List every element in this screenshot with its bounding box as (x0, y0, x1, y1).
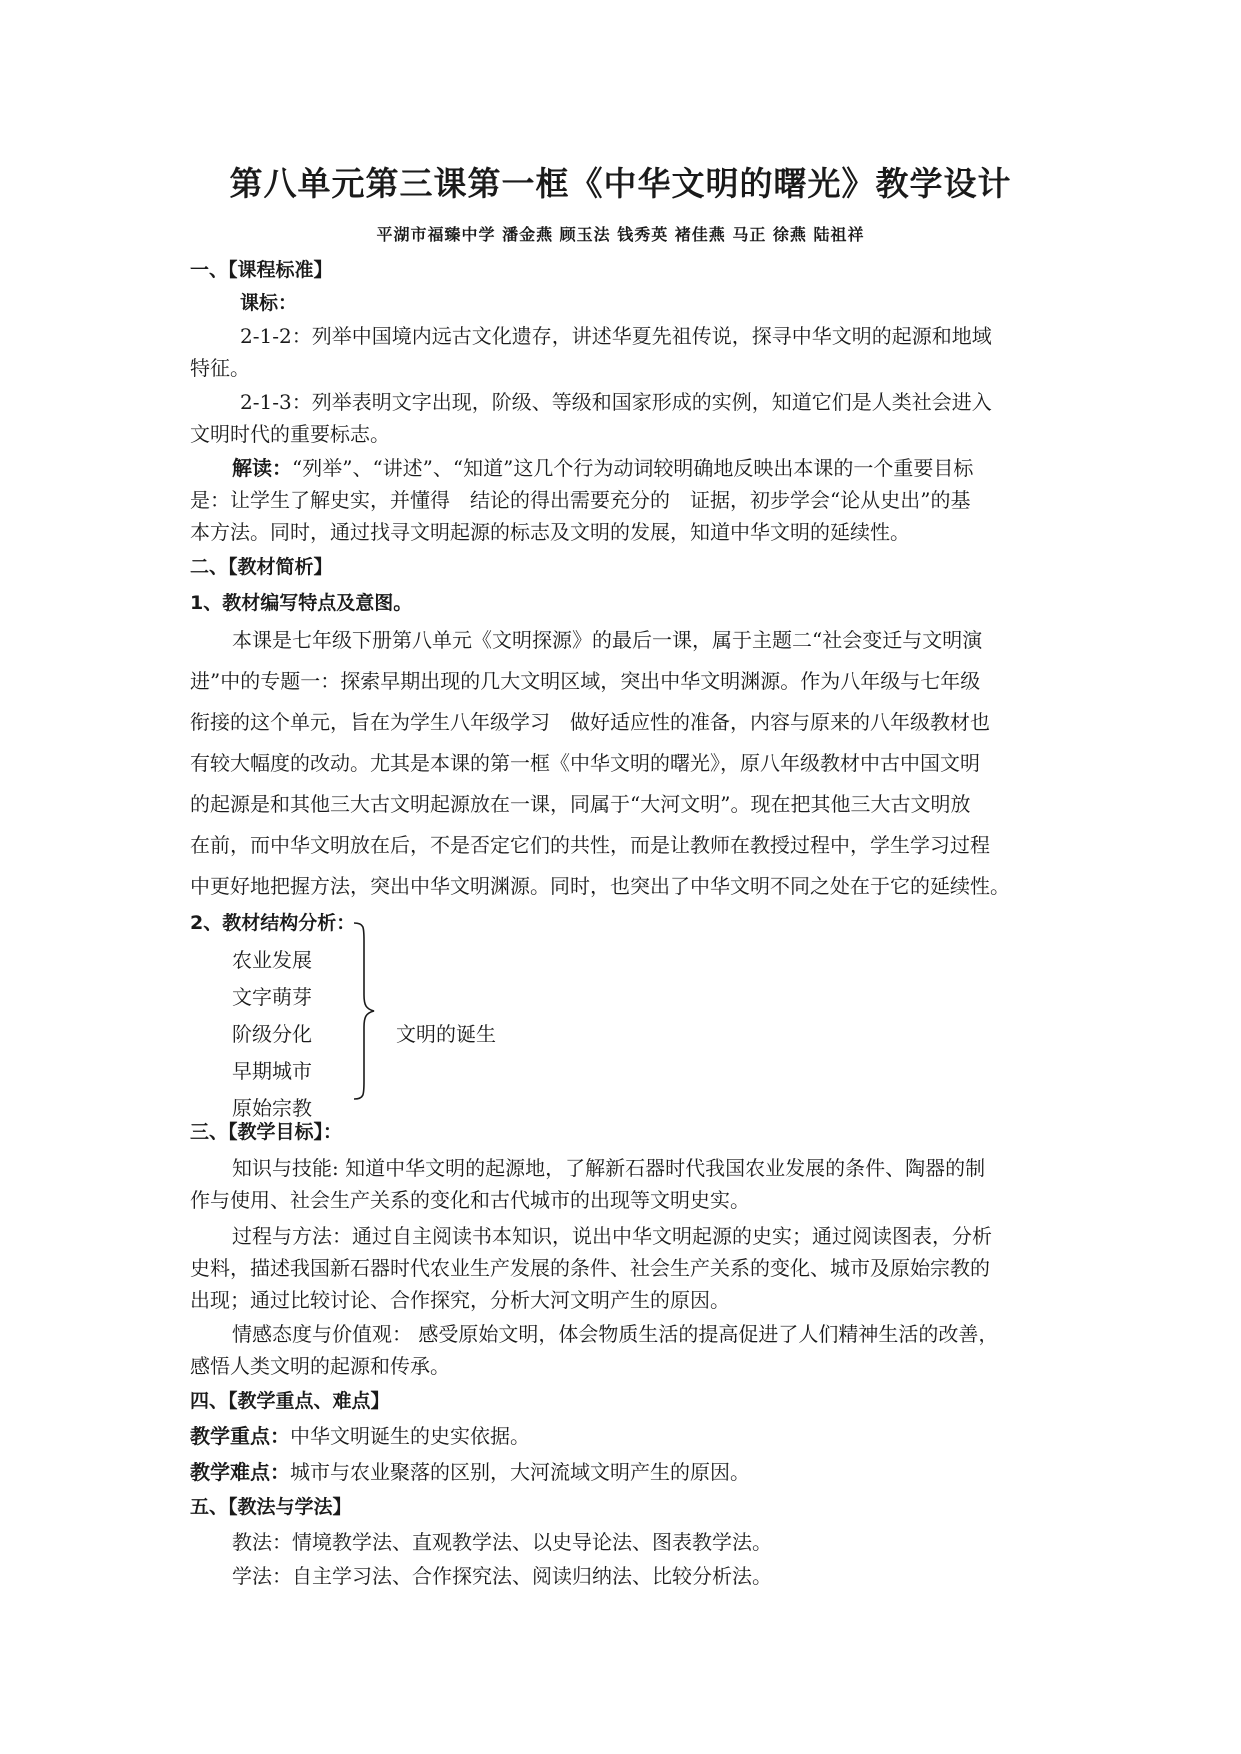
difficulty-label: 教学难点： (190, 1460, 290, 1484)
biaoke-label: 课标： (240, 292, 298, 314)
structure-item: 农业发展 (232, 948, 312, 972)
teaching-method: 教法：情境教学法、直观教学法、以史导论法、图表教学法。 (232, 1530, 772, 1554)
document-title: 第八单元第三课第一框《中华文明的曙光》教学设计 (229, 164, 1012, 203)
textbook-paragraph-line: 的起源是和其他三大古文明起源放在一课，同属于“大河文明”。现在把其他三大古文明放 (190, 792, 971, 816)
textbook-paragraph-line: 中更好地把握方法，突出中华文明渊源。同时，也突出了中华文明不同之处在于它的延续性。 (190, 874, 1010, 898)
subsection-2-1-heading: 1、教材编写特点及意图。 (190, 592, 413, 614)
key-point-label: 教学重点： (190, 1424, 290, 1448)
structure-item: 文字萌芽 (232, 985, 312, 1009)
subsection-2-2-heading: 2、教材结构分析： (190, 912, 356, 934)
objective-process-line2: 史料，描述我国新石器时代农业生产发展的条件、社会生产关系的变化、城市及原始宗教的 (190, 1256, 990, 1280)
section-3-heading: 三、【教学目标】： (190, 1121, 343, 1143)
section-2-heading: 二、【教材简析】 (190, 556, 333, 578)
objective-knowledge-line2: 作与使用、社会生产关系的变化和古代城市的出现等文明史实。 (190, 1188, 750, 1212)
interpretation-line1 (232, 452, 973, 481)
interpretation-line3: 本方法。同时，通过找寻文明起源的标志及文明的发展，知道中华文明的延续性。 (190, 520, 910, 544)
difficulty-text: 城市与农业聚落的区别，大河流域文明产生的原因。 (290, 1460, 750, 1484)
structure-item: 阶级分化 (232, 1022, 312, 1046)
section-1-heading: 一、【课程标准】 (190, 259, 333, 281)
section-5-heading: 五、【教法与学法】 (190, 1496, 352, 1518)
objective-process-line1: 过程与方法：通过自主阅读书本知识，说出中华文明起源的史实；通过阅读图表，分析 (232, 1224, 992, 1248)
key-point-line (190, 1420, 530, 1449)
key-point-text: 中华文明诞生的史实依据。 (290, 1424, 530, 1448)
objective-knowledge-line1: 知识与技能: 知道中华文明的起源地，了解新石器时代我国农业发展的条件、陶器的制 (232, 1156, 986, 1180)
textbook-paragraph-line: 衔接的这个单元，旨在为学生八年级学习 做好适应性的准备，内容与原来的八年级教材也 (190, 710, 990, 734)
structure-item: 早期城市 (232, 1059, 312, 1083)
standard-2-1-2-line1: 2-1-2：列举中国境内远古文化遗存，讲述华夏先祖传说，探寻中华文明的起源和地域 (240, 324, 992, 348)
section-4-heading: 四、【教学重点、难点】 (190, 1390, 390, 1412)
structure-item: 原始宗教 (232, 1096, 312, 1120)
right-brace-icon (352, 921, 378, 1101)
textbook-paragraph-line: 进”中的专题一：探索早期出现的几大文明区域，突出中华文明渊源。作为八年级与七年级 (190, 669, 981, 693)
structure-result: 文明的诞生 (396, 1022, 496, 1046)
standard-2-1-3-line2: 文明时代的重要标志。 (190, 422, 390, 446)
objective-process-line3: 出现；通过比较讨论、合作探究，分析大河文明产生的原因。 (190, 1288, 730, 1312)
standard-2-1-2-line2: 特征。 (190, 356, 250, 380)
authors-line: 平湖市福臻中学 潘金燕 顾玉法 钱秀英 褚佳燕 马正 徐燕 陆祖祥 (376, 225, 865, 244)
objective-emotion-line1: 情感态度与价值观： 感受原始文明，体会物质生活的提高促进了人们精神生活的改善， (232, 1322, 999, 1346)
interpretation-label: 解读： (232, 456, 292, 480)
learning-method: 学法：自主学习法、合作探究法、阅读归纳法、比较分析法。 (232, 1564, 772, 1588)
textbook-paragraph-line: 有较大幅度的改动。尤其是本课的第一框《中华文明的曙光》，原八年级教材中古中国文明 (190, 751, 980, 775)
interpretation-line2: 是：让学生了解史实，并懂得 结论的得出需要充分的 证据，初步学会“论从史出”的基 (190, 488, 971, 512)
difficulty-line (190, 1456, 750, 1485)
standard-2-1-3-line1: 2-1-3：列举表明文字出现，阶级、等级和国家形成的实例，知道它们是人类社会进入 (240, 390, 992, 414)
textbook-paragraph-line: 本课是七年级下册第八单元《文明探源》的最后一课，属于主题二“社会变迁与文明演 (232, 628, 983, 652)
objective-emotion-line2: 感悟人类文明的起源和传承。 (190, 1354, 450, 1378)
interpretation-text-1: “列举”、“讲述”、“知道”这几个行为动词较明确地反映出本课的一个重要目标 (292, 456, 974, 480)
textbook-paragraph-line: 在前，而中华文明放在后，不是否定它们的共性，而是让教师在教授过程中，学生学习过程 (190, 833, 990, 857)
